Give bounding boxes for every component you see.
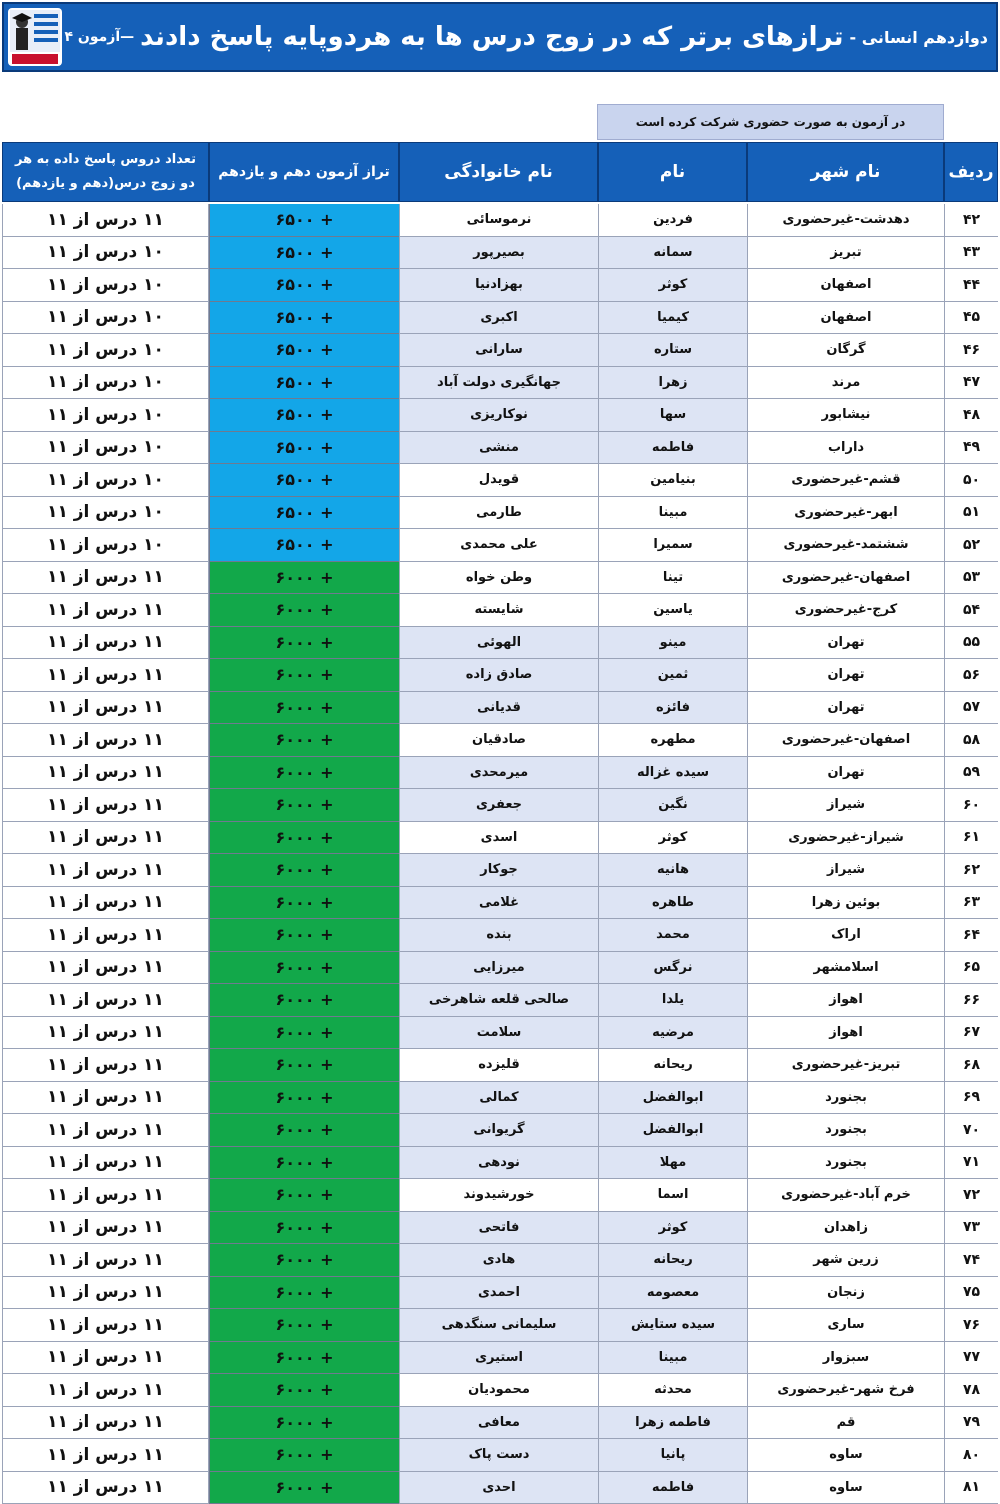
logo-graduate-icon bbox=[8, 8, 62, 66]
row-family: نوکاریزی bbox=[399, 399, 598, 432]
row-index: ۸۰ bbox=[944, 1439, 998, 1472]
row-score: + ۶۵۰۰ bbox=[209, 204, 399, 237]
row-index: ۶۹ bbox=[944, 1082, 998, 1115]
row-family: اسدی bbox=[399, 822, 598, 855]
row-score: + ۶۰۰۰ bbox=[209, 1179, 399, 1212]
row-family: احمدی bbox=[399, 1277, 598, 1310]
row-city: تهران bbox=[747, 692, 944, 725]
row-family: شایسته bbox=[399, 594, 598, 627]
table-row bbox=[2, 984, 998, 1017]
results-table bbox=[2, 142, 998, 1502]
row-count: ۱۰ درس از ۱۱ bbox=[2, 367, 209, 400]
row-count: ۱۱ درس از ۱۱ bbox=[2, 562, 209, 595]
row-index: ۴۴ bbox=[944, 269, 998, 302]
row-family: میرمحدی bbox=[399, 757, 598, 790]
row-family: فاتحی bbox=[399, 1212, 598, 1245]
table-row bbox=[2, 1017, 998, 1050]
row-family: صادق زاده bbox=[399, 659, 598, 692]
row-score: + ۶۵۰۰ bbox=[209, 269, 399, 302]
row-family: علی محمدی bbox=[399, 529, 598, 562]
row-index: ۵۳ bbox=[944, 562, 998, 595]
row-index: ۶۱ bbox=[944, 822, 998, 855]
row-name: مبینا bbox=[598, 497, 747, 530]
row-score: + ۶۰۰۰ bbox=[209, 1082, 399, 1115]
row-city: تهران bbox=[747, 757, 944, 790]
table-row bbox=[2, 822, 998, 855]
row-family: احدی bbox=[399, 1472, 598, 1504]
row-city: اصفهان-غیرحضوری bbox=[747, 562, 944, 595]
table-row bbox=[2, 367, 998, 400]
table-row bbox=[2, 659, 998, 692]
row-score: + ۶۵۰۰ bbox=[209, 334, 399, 367]
row-family: طارمی bbox=[399, 497, 598, 530]
table-row bbox=[2, 692, 998, 725]
row-score: + ۶۰۰۰ bbox=[209, 1244, 399, 1277]
header-index: ردیف bbox=[944, 142, 998, 202]
row-count: ۱۱ درس از ۱۱ bbox=[2, 789, 209, 822]
row-city: سبزوار bbox=[747, 1342, 944, 1375]
row-score: + ۶۰۰۰ bbox=[209, 919, 399, 952]
row-count: ۱۱ درس از ۱۱ bbox=[2, 1082, 209, 1115]
row-family: میرزایی bbox=[399, 952, 598, 985]
row-index: ۷۶ bbox=[944, 1309, 998, 1342]
row-score: + ۶۵۰۰ bbox=[209, 432, 399, 465]
row-family: محمودیان bbox=[399, 1374, 598, 1407]
row-name: فاطمه زهرا bbox=[598, 1407, 747, 1440]
row-family: اکبری bbox=[399, 302, 598, 335]
row-index: ۶۵ bbox=[944, 952, 998, 985]
row-family: قویدل bbox=[399, 464, 598, 497]
row-name: ابوالفضل bbox=[598, 1082, 747, 1115]
row-family: نرموسائی bbox=[399, 204, 598, 237]
row-family: معافی bbox=[399, 1407, 598, 1440]
row-city: ساوه bbox=[747, 1439, 944, 1472]
row-city: بوئین زهرا bbox=[747, 887, 944, 920]
row-name: کوثر bbox=[598, 1212, 747, 1245]
row-score: + ۶۰۰۰ bbox=[209, 822, 399, 855]
row-city: گرگان bbox=[747, 334, 944, 367]
table-row bbox=[2, 757, 998, 790]
row-city: تبریز-غیرحضوری bbox=[747, 1049, 944, 1082]
row-name: فائزه bbox=[598, 692, 747, 725]
row-city: زاهدان bbox=[747, 1212, 944, 1245]
row-city: اصفهان-غیرحضوری bbox=[747, 724, 944, 757]
row-count: ۱۱ درس از ۱۱ bbox=[2, 854, 209, 887]
row-score: + ۶۰۰۰ bbox=[209, 1114, 399, 1147]
table-row bbox=[2, 789, 998, 822]
row-count: ۱۰ درس از ۱۱ bbox=[2, 334, 209, 367]
table-row bbox=[2, 529, 998, 562]
row-city: تبریز bbox=[747, 237, 944, 270]
row-index: ۷۲ bbox=[944, 1179, 998, 1212]
row-index: ۷۳ bbox=[944, 1212, 998, 1245]
row-count: ۱۱ درس از ۱۱ bbox=[2, 1472, 209, 1504]
row-index: ۶۶ bbox=[944, 984, 998, 1017]
row-score: + ۶۵۰۰ bbox=[209, 302, 399, 335]
row-city: دهدشت-غیرحضوری bbox=[747, 204, 944, 237]
row-score: + ۶۰۰۰ bbox=[209, 562, 399, 595]
row-family: صادقیان bbox=[399, 724, 598, 757]
title-banner bbox=[2, 2, 998, 72]
row-index: ۵۴ bbox=[944, 594, 998, 627]
row-score: + ۶۵۰۰ bbox=[209, 399, 399, 432]
row-score: + ۶۰۰۰ bbox=[209, 1212, 399, 1245]
row-name: مبینا bbox=[598, 1342, 747, 1375]
row-count: ۱۱ درس از ۱۱ bbox=[2, 1244, 209, 1277]
row-city: شیراز-غیرحضوری bbox=[747, 822, 944, 855]
row-family: قدیانی bbox=[399, 692, 598, 725]
row-score: + ۶۰۰۰ bbox=[209, 659, 399, 692]
row-name: کیمیا bbox=[598, 302, 747, 335]
row-score: + ۶۰۰۰ bbox=[209, 594, 399, 627]
row-city: کرج-غیرحضوری bbox=[747, 594, 944, 627]
row-family: گریوانی bbox=[399, 1114, 598, 1147]
banner-exam-label: —آزمون ۴ bbox=[64, 29, 134, 45]
row-score: + ۶۰۰۰ bbox=[209, 757, 399, 790]
row-name: فاطمه bbox=[598, 432, 747, 465]
row-count: ۱۱ درس از ۱۱ bbox=[2, 952, 209, 985]
row-score: + ۶۰۰۰ bbox=[209, 1017, 399, 1050]
row-score: + ۶۰۰۰ bbox=[209, 984, 399, 1017]
row-index: ۶۰ bbox=[944, 789, 998, 822]
table-row bbox=[2, 1244, 998, 1277]
table-row bbox=[2, 854, 998, 887]
row-index: ۶۸ bbox=[944, 1049, 998, 1082]
row-city: اسلامشهر bbox=[747, 952, 944, 985]
row-score: + ۶۵۰۰ bbox=[209, 529, 399, 562]
row-family: نودهی bbox=[399, 1147, 598, 1180]
table-row bbox=[2, 1374, 998, 1407]
row-index: ۷۱ bbox=[944, 1147, 998, 1180]
row-count: ۱۱ درس از ۱۱ bbox=[2, 1017, 209, 1050]
row-name: نرگس bbox=[598, 952, 747, 985]
header-count: تعداد دروس پاسخ داده به هر دو زوج درس(دهم و یازدهم) bbox=[2, 142, 209, 202]
row-name: اسما bbox=[598, 1179, 747, 1212]
row-score: + ۶۰۰۰ bbox=[209, 1439, 399, 1472]
row-city: اهواز bbox=[747, 1017, 944, 1050]
row-name: ابوالفضل bbox=[598, 1114, 747, 1147]
table-row bbox=[2, 724, 998, 757]
row-count: ۱۰ درس از ۱۱ bbox=[2, 269, 209, 302]
table-row bbox=[2, 627, 998, 660]
table-row bbox=[2, 1049, 998, 1082]
table-row bbox=[2, 432, 998, 465]
row-count: ۱۱ درس از ۱۱ bbox=[2, 692, 209, 725]
row-city: فرخ شهر-غیرحضوری bbox=[747, 1374, 944, 1407]
row-count: ۱۰ درس از ۱۱ bbox=[2, 464, 209, 497]
row-count: ۱۰ درس از ۱۱ bbox=[2, 399, 209, 432]
row-name: محدثه bbox=[598, 1374, 747, 1407]
row-index: ۵۷ bbox=[944, 692, 998, 725]
row-count: ۱۱ درس از ۱۱ bbox=[2, 1179, 209, 1212]
row-city: ساوه bbox=[747, 1472, 944, 1504]
row-family: استیری bbox=[399, 1342, 598, 1375]
row-name: پانیا bbox=[598, 1439, 747, 1472]
row-score: + ۶۰۰۰ bbox=[209, 1342, 399, 1375]
row-name: مهلا bbox=[598, 1147, 747, 1180]
row-count: ۱۱ درس از ۱۱ bbox=[2, 1407, 209, 1440]
table-row bbox=[2, 399, 998, 432]
header-score: تراز آزمون دهم و یازدهم bbox=[209, 142, 399, 202]
row-family: سارانی bbox=[399, 334, 598, 367]
table-row bbox=[2, 1212, 998, 1245]
row-count: ۱۱ درس از ۱۱ bbox=[2, 887, 209, 920]
row-family: خورشیدوند bbox=[399, 1179, 598, 1212]
row-score: + ۶۰۰۰ bbox=[209, 724, 399, 757]
row-score: + ۶۰۰۰ bbox=[209, 887, 399, 920]
row-city: تهران bbox=[747, 627, 944, 660]
row-count: ۱۱ درس از ۱۱ bbox=[2, 627, 209, 660]
row-family: بهزادنیا bbox=[399, 269, 598, 302]
row-name: زهرا bbox=[598, 367, 747, 400]
row-count: ۱۱ درس از ۱۱ bbox=[2, 204, 209, 237]
row-city: بجنورد bbox=[747, 1147, 944, 1180]
row-index: ۶۴ bbox=[944, 919, 998, 952]
table-row bbox=[2, 594, 998, 627]
row-count: ۱۱ درس از ۱۱ bbox=[2, 1212, 209, 1245]
row-family: هادی bbox=[399, 1244, 598, 1277]
table-row bbox=[2, 1407, 998, 1440]
row-city: اراک bbox=[747, 919, 944, 952]
row-index: ۵۵ bbox=[944, 627, 998, 660]
row-count: ۱۰ درس از ۱۱ bbox=[2, 529, 209, 562]
table-row bbox=[2, 1439, 998, 1472]
table-row bbox=[2, 497, 998, 530]
row-count: ۱۱ درس از ۱۱ bbox=[2, 1309, 209, 1342]
header-city: نام شهر bbox=[747, 142, 944, 202]
table-row bbox=[2, 887, 998, 920]
row-score: + ۶۰۰۰ bbox=[209, 1374, 399, 1407]
row-family: منشی bbox=[399, 432, 598, 465]
row-name: طاهره bbox=[598, 887, 747, 920]
row-family: صالحی قلعه شاهرخی bbox=[399, 984, 598, 1017]
row-score: + ۶۰۰۰ bbox=[209, 1407, 399, 1440]
table-row bbox=[2, 1179, 998, 1212]
table-row bbox=[2, 1277, 998, 1310]
row-name: مینو bbox=[598, 627, 747, 660]
row-index: ۷۷ bbox=[944, 1342, 998, 1375]
row-index: ۴۳ bbox=[944, 237, 998, 270]
row-name: ثمین bbox=[598, 659, 747, 692]
row-name: یلدا bbox=[598, 984, 747, 1017]
row-name: بنیامین bbox=[598, 464, 747, 497]
row-name: هانیه bbox=[598, 854, 747, 887]
row-family: جعفری bbox=[399, 789, 598, 822]
row-count: ۱۰ درس از ۱۱ bbox=[2, 302, 209, 335]
table-row bbox=[2, 1147, 998, 1180]
row-count: ۱۱ درس از ۱۱ bbox=[2, 1439, 209, 1472]
row-city: قشم-غیرحضوری bbox=[747, 464, 944, 497]
row-index: ۶۲ bbox=[944, 854, 998, 887]
table-row bbox=[2, 464, 998, 497]
row-city: بجنورد bbox=[747, 1114, 944, 1147]
row-family: دست پاک bbox=[399, 1439, 598, 1472]
row-name: مطهره bbox=[598, 724, 747, 757]
row-index: ۵۶ bbox=[944, 659, 998, 692]
table-row bbox=[2, 204, 998, 237]
row-city: مرند bbox=[747, 367, 944, 400]
row-family: بصیرپور bbox=[399, 237, 598, 270]
row-index: ۴۷ bbox=[944, 367, 998, 400]
row-index: ۴۹ bbox=[944, 432, 998, 465]
row-name: مرضیه bbox=[598, 1017, 747, 1050]
row-family: وطن خواه bbox=[399, 562, 598, 595]
row-city: بجنورد bbox=[747, 1082, 944, 1115]
row-city: ساری bbox=[747, 1309, 944, 1342]
table-row bbox=[2, 1309, 998, 1342]
row-index: ۸۱ bbox=[944, 1472, 998, 1504]
row-count: ۱۱ درس از ۱۱ bbox=[2, 1049, 209, 1082]
row-name: یاسین bbox=[598, 594, 747, 627]
table-row bbox=[2, 1114, 998, 1147]
row-score: + ۶۰۰۰ bbox=[209, 692, 399, 725]
row-index: ۵۰ bbox=[944, 464, 998, 497]
row-family: جهانگیری دولت آباد bbox=[399, 367, 598, 400]
row-count: ۱۰ درس از ۱۱ bbox=[2, 432, 209, 465]
row-index: ۷۹ bbox=[944, 1407, 998, 1440]
header-family: نام خانوادگی bbox=[399, 142, 598, 202]
row-score: + ۶۰۰۰ bbox=[209, 789, 399, 822]
row-family: قلیزده bbox=[399, 1049, 598, 1082]
row-index: ۵۹ bbox=[944, 757, 998, 790]
row-score: + ۶۵۰۰ bbox=[209, 237, 399, 270]
row-city: داراب bbox=[747, 432, 944, 465]
row-index: ۴۲ bbox=[944, 204, 998, 237]
row-index: ۵۲ bbox=[944, 529, 998, 562]
table-row bbox=[2, 1082, 998, 1115]
row-name: سمانه bbox=[598, 237, 747, 270]
row-index: ۷۴ bbox=[944, 1244, 998, 1277]
row-index: ۴۸ bbox=[944, 399, 998, 432]
row-index: ۶۳ bbox=[944, 887, 998, 920]
table-row bbox=[2, 952, 998, 985]
row-score: + ۶۰۰۰ bbox=[209, 1309, 399, 1342]
row-city: تهران bbox=[747, 659, 944, 692]
row-family: سلامت bbox=[399, 1017, 598, 1050]
row-family: جوکار bbox=[399, 854, 598, 887]
header-name: نام bbox=[598, 142, 747, 202]
table-row bbox=[2, 562, 998, 595]
row-city: ابهر-غیرحضوری bbox=[747, 497, 944, 530]
row-family: الهوئی bbox=[399, 627, 598, 660]
row-family: غلامی bbox=[399, 887, 598, 920]
table-row bbox=[2, 302, 998, 335]
banner-grade-label: دوازدهم انسانی - bbox=[850, 28, 988, 47]
row-score: + ۶۵۰۰ bbox=[209, 464, 399, 497]
row-name: سمیرا bbox=[598, 529, 747, 562]
row-score: + ۶۰۰۰ bbox=[209, 854, 399, 887]
row-count: ۱۱ درس از ۱۱ bbox=[2, 1114, 209, 1147]
table-row bbox=[2, 1472, 998, 1504]
row-name: کوثر bbox=[598, 269, 747, 302]
row-family: سلیمانی سنگدهی bbox=[399, 1309, 598, 1342]
table-row bbox=[2, 919, 998, 952]
row-city: زنجان bbox=[747, 1277, 944, 1310]
row-index: ۷۸ bbox=[944, 1374, 998, 1407]
row-family: کمالی bbox=[399, 1082, 598, 1115]
row-index: ۵۸ bbox=[944, 724, 998, 757]
row-city: اصفهان bbox=[747, 269, 944, 302]
row-count: ۱۱ درس از ۱۱ bbox=[2, 1342, 209, 1375]
row-index: ۶۷ bbox=[944, 1017, 998, 1050]
row-city: ششتمد-غیرحضوری bbox=[747, 529, 944, 562]
row-city: شیراز bbox=[747, 789, 944, 822]
row-name: محمد bbox=[598, 919, 747, 952]
table-row bbox=[2, 237, 998, 270]
row-count: ۱۰ درس از ۱۱ bbox=[2, 497, 209, 530]
row-count: ۱۱ درس از ۱۱ bbox=[2, 822, 209, 855]
row-score: + ۶۵۰۰ bbox=[209, 367, 399, 400]
row-city: نیشابور bbox=[747, 399, 944, 432]
row-city: اهواز bbox=[747, 984, 944, 1017]
row-family: بنده bbox=[399, 919, 598, 952]
row-count: ۱۱ درس از ۱۱ bbox=[2, 1374, 209, 1407]
row-count: ۱۱ درس از ۱۱ bbox=[2, 984, 209, 1017]
row-score: + ۶۰۰۰ bbox=[209, 1277, 399, 1310]
row-score: + ۶۰۰۰ bbox=[209, 952, 399, 985]
row-score: + ۶۰۰۰ bbox=[209, 627, 399, 660]
row-count: ۱۱ درس از ۱۱ bbox=[2, 594, 209, 627]
row-name: فاطمه bbox=[598, 1472, 747, 1504]
row-name: معصومه bbox=[598, 1277, 747, 1310]
row-count: ۱۱ درس از ۱۱ bbox=[2, 1277, 209, 1310]
row-count: ۱۱ درس از ۱۱ bbox=[2, 724, 209, 757]
row-index: ۷۵ bbox=[944, 1277, 998, 1310]
row-city: زرین شهر bbox=[747, 1244, 944, 1277]
row-city: اصفهان bbox=[747, 302, 944, 335]
row-name: کوثر bbox=[598, 822, 747, 855]
table-row bbox=[2, 1342, 998, 1375]
row-index: ۴۵ bbox=[944, 302, 998, 335]
row-name: ریحانه bbox=[598, 1244, 747, 1277]
row-count: ۱۱ درس از ۱۱ bbox=[2, 919, 209, 952]
row-count: ۱۱ درس از ۱۱ bbox=[2, 757, 209, 790]
row-score: + ۶۰۰۰ bbox=[209, 1049, 399, 1082]
banner-title: ترازهای برتر که در زوج درس ها به هردوپایه پاسخ دادند bbox=[140, 22, 843, 52]
row-name: ستاره bbox=[598, 334, 747, 367]
row-city: شیراز bbox=[747, 854, 944, 887]
row-count: ۱۱ درس از ۱۱ bbox=[2, 659, 209, 692]
row-index: ۵۱ bbox=[944, 497, 998, 530]
row-name: ریحانه bbox=[598, 1049, 747, 1082]
row-count: ۱۰ درس از ۱۱ bbox=[2, 237, 209, 270]
row-name: فردین bbox=[598, 204, 747, 237]
row-index: ۴۶ bbox=[944, 334, 998, 367]
row-score: + ۶۵۰۰ bbox=[209, 497, 399, 530]
row-name: تینا bbox=[598, 562, 747, 595]
row-score: + ۶۰۰۰ bbox=[209, 1472, 399, 1504]
row-name: سیده غزاله bbox=[598, 757, 747, 790]
table-row bbox=[2, 269, 998, 302]
row-count: ۱۱ درس از ۱۱ bbox=[2, 1147, 209, 1180]
row-name: نگین bbox=[598, 789, 747, 822]
row-city: خرم آباد-غیرحضوری bbox=[747, 1179, 944, 1212]
row-city: قم bbox=[747, 1407, 944, 1440]
in-person-legend: در آزمون به صورت حضوری شرکت کرده است bbox=[597, 104, 944, 140]
table-row bbox=[2, 334, 998, 367]
row-name: سیده ستایش bbox=[598, 1309, 747, 1342]
row-name: سها bbox=[598, 399, 747, 432]
row-index: ۷۰ bbox=[944, 1114, 998, 1147]
row-score: + ۶۰۰۰ bbox=[209, 1147, 399, 1180]
